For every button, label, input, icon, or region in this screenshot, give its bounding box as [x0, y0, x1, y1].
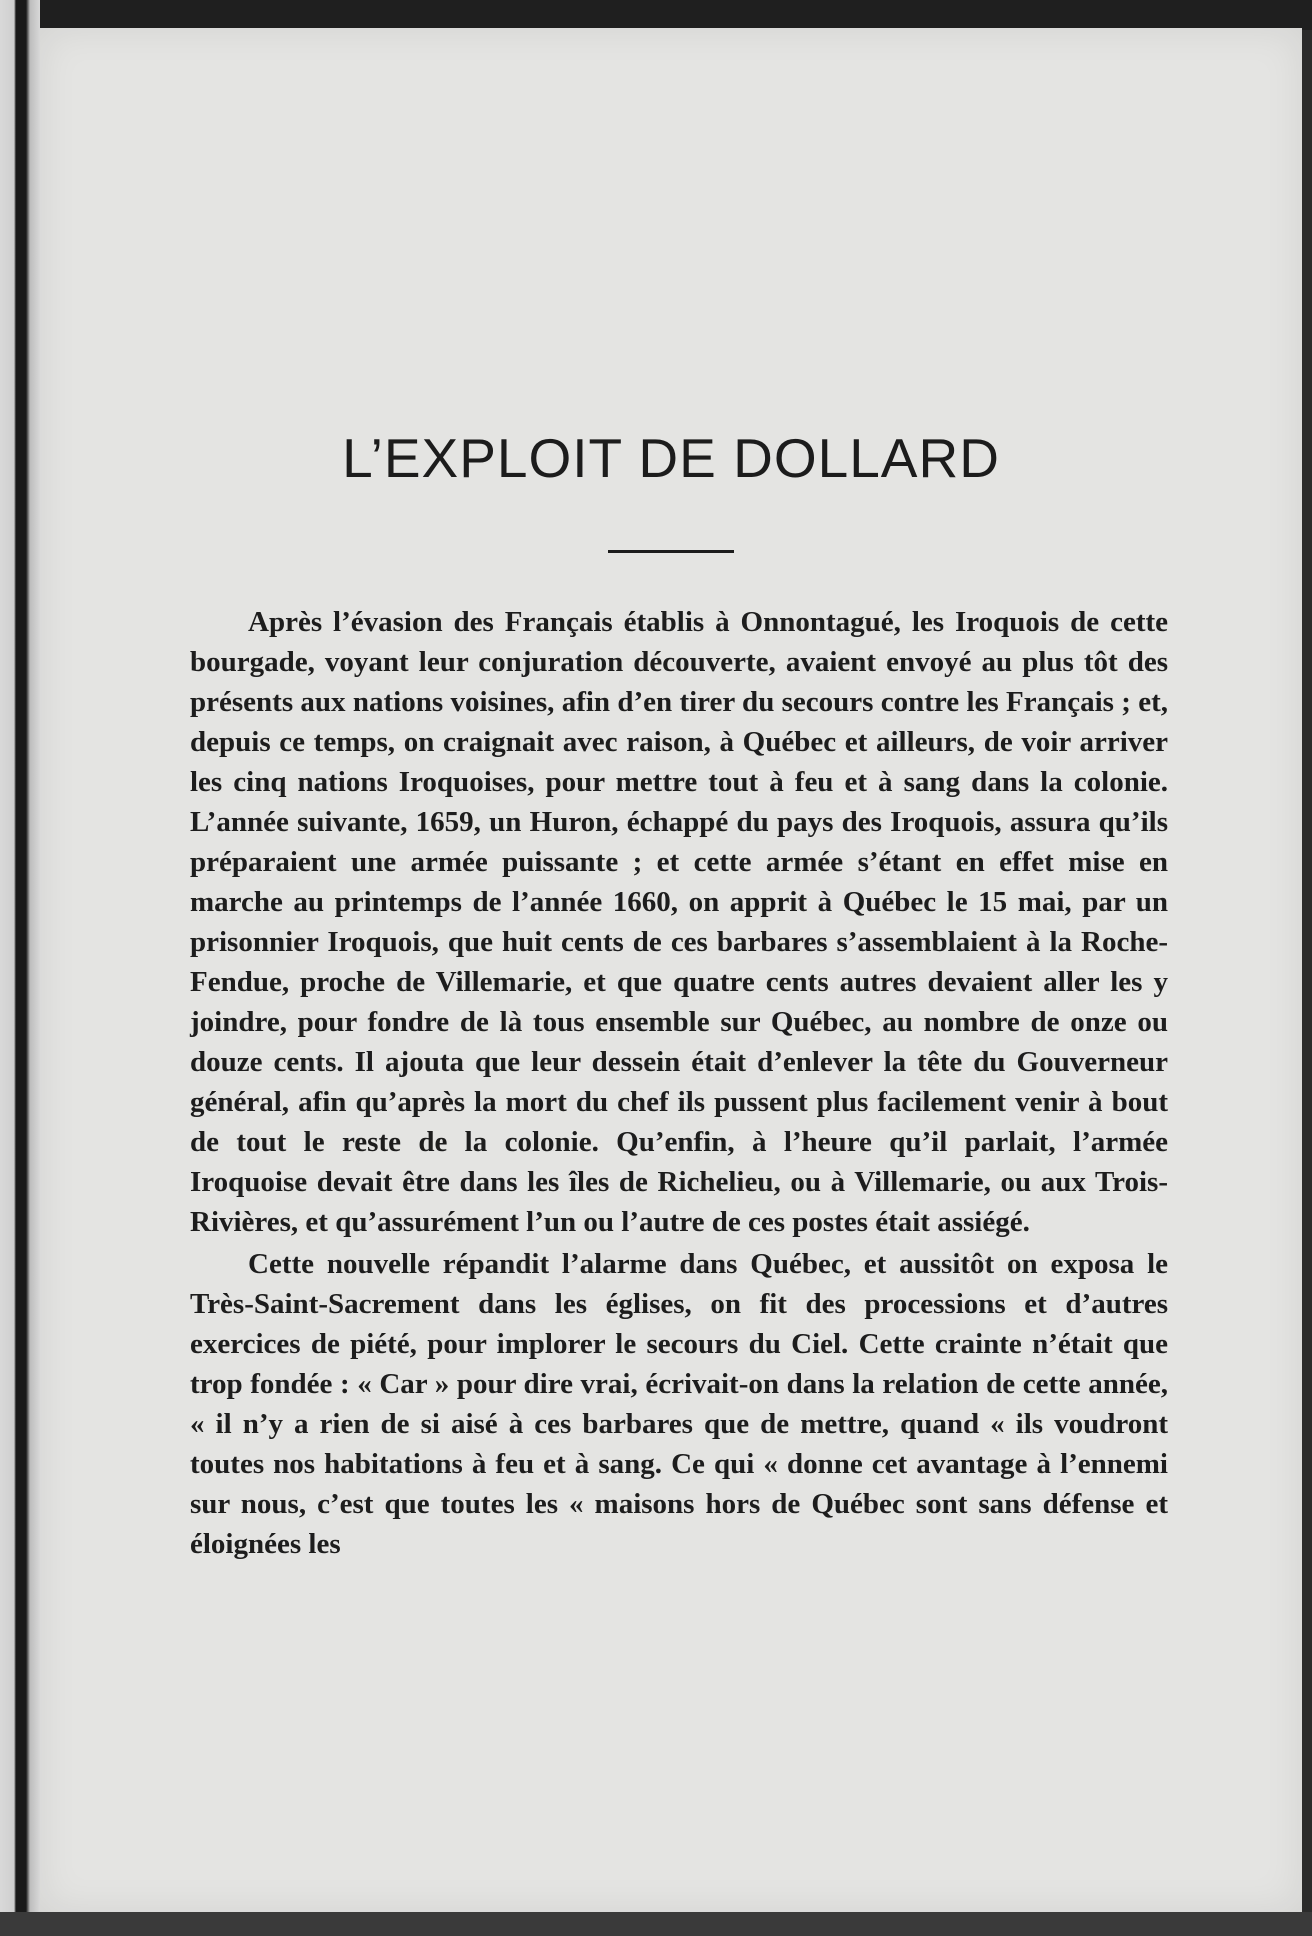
title-divider — [608, 550, 734, 553]
scan-bottom-border — [0, 1912, 1312, 1936]
chapter-title: L’EXPLOIT DE DOLLARD — [342, 427, 1000, 489]
paragraph-1: Après l’évasion des Français établis à Onnontagué, les Iroquois de cette bourgade, voyant leur conjuration découverte, avaient envoyé au plus tôt des présents aux nations voisines, afin d’en tirer du secours contre les Français ; et, depuis ce temps, on craignait avec raison, à Québec et ailleurs, de voir arriver les cinq nations Iroquoises, pour mettre tout à feu et à sang dans la colonie. L’année suivante, 1659, un Huron, échappé du pays des Iroquois, assura qu’ils préparaient une armée puissante ; et cette armée s’étant en effet mise en marche au printemps de l’année 1660, on apprit à Québec le 15 mai, par un prisonnier Iroquois, que huit cents de ces barbares s’assemblaient à la Roche-Fendue, proche de Villemarie, et que quatre cents autres devaient aller les y joindre, pour fondre de là tous ensemble sur Québec, au nombre de onze ou douze cents. Il ajouta que leur dessein était d’enlever la tête du Gouverneur général, afin qu’après la mort du chef ils pussent plus facilement venir à bout de tout le reste de la colonie. Qu’enfin, à l’heure qu’il parlait, l’armée Iroquoise devait être dans les îles de Richelieu, ou à Villemarie, ou aux Trois-Rivières, et qu’assurément l’un ou l’autre de ces postes était assiégé. — [190, 606, 1168, 1238]
paragraph-2: Cette nouvelle répandit l’alarme dans Québec, et aussitôt on exposa le Très-Saint-Sacrement dans les églises, on fit des processions et d’autres exercices de piété, pour implorer le secours du Ciel. Cette crainte n’était que trop fondée : « Car » pour dire vrai, écrivait-on dans la relation de cette année, « il n’y a rien de si aisé à ces barbares que de mettre, quand « ils voudront toutes nos habitations à feu et à sang. Ce qui « donne cet avantage à l’ennemi sur nous, c’est que toutes les « maisons hors de Québec sont sans défense et éloignées les — [190, 1248, 1168, 1560]
scan-top-border — [0, 0, 1312, 30]
book-binding-edge — [0, 0, 40, 1936]
book-page — [40, 28, 1302, 1912]
body-text — [190, 602, 1168, 1564]
